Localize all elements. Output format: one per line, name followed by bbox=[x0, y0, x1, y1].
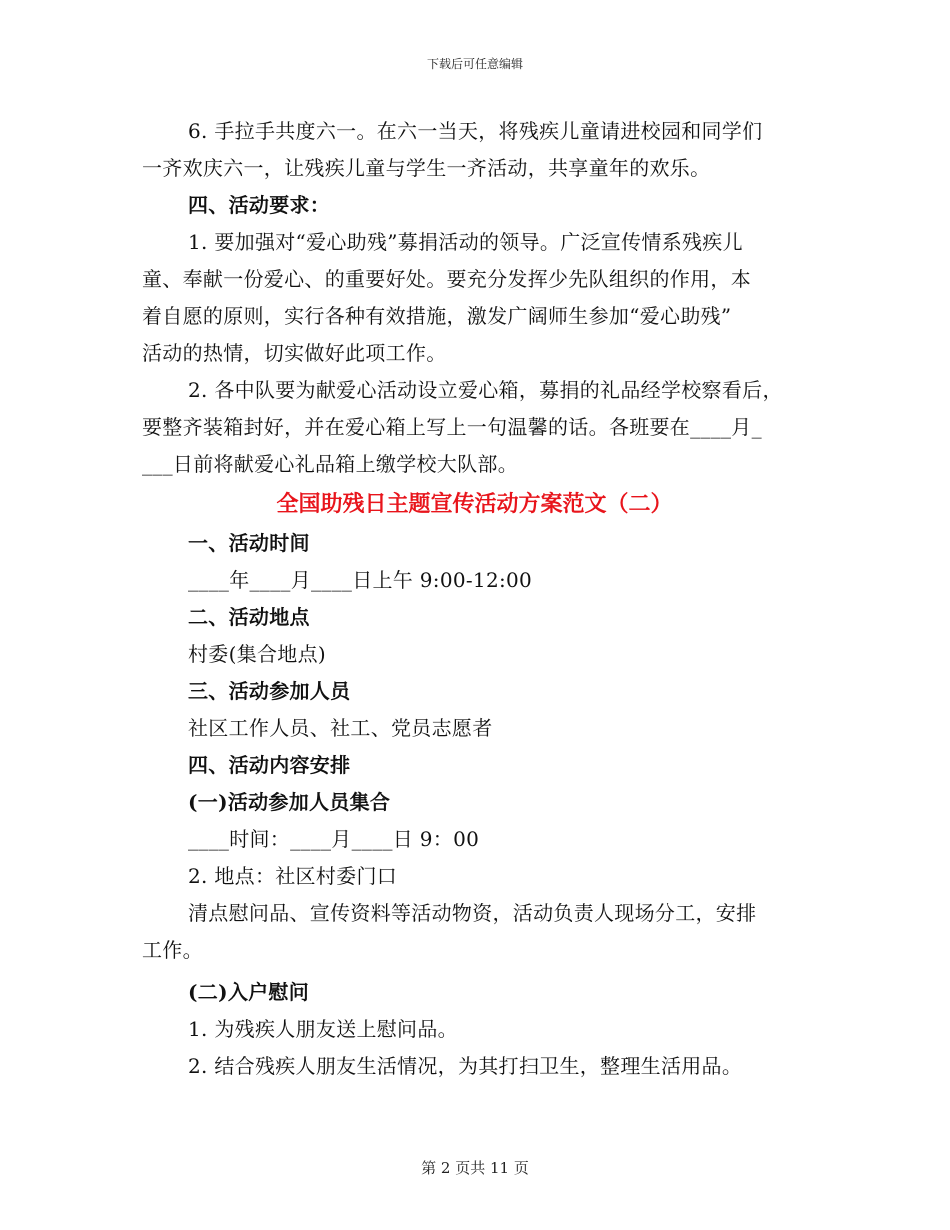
document-body bbox=[142, 113, 807, 1085]
paragraph-line: 活动的热情，切实做好此项工作。 bbox=[142, 341, 447, 365]
paragraph-line: ___日前将献爱心礼品箱上缴学校大队部。 bbox=[142, 452, 518, 476]
paragraph-line: 工作。 bbox=[142, 938, 203, 962]
paragraph-line: 一齐欢庆六一，让残疾儿童与学生一齐活动，共享童年的欢乐。 bbox=[142, 156, 711, 180]
section-heading-time: 一、活动时间 bbox=[188, 531, 310, 555]
assembly-time: ____时间：____月____日 9：00 bbox=[188, 827, 480, 851]
page-header: 下载后可任意编辑 bbox=[426, 57, 523, 71]
page-footer: 第 2 页共 11 页 bbox=[421, 1159, 529, 1177]
paragraph-line: 童、奉献一份爱心、的重要好处。要充分发挥少先队组织的作用，本 bbox=[142, 267, 751, 291]
paragraph-line: 清点慰问品、宣传资料等活动物资，活动负责人现场分工，安排 bbox=[188, 901, 757, 925]
paragraph-line: 2. 各中队要为献爱心活动设立爱心箱，募捐的礼品经学校察看后， bbox=[188, 378, 783, 402]
section-heading-participants: 三、活动参加人员 bbox=[188, 679, 351, 703]
list-item: 2. 结合残疾人朋友生活情况，为其打扫卫生，整理生活用品。 bbox=[188, 1054, 743, 1078]
paragraph-line: 要整齐装箱封好，并在爱心箱上写上一句温馨的话。各班要在____月_ bbox=[142, 415, 762, 439]
list-item: 1. 为残疾人朋友送上慰问品。 bbox=[188, 1017, 458, 1041]
section-heading-requirements: 四、活动要求： bbox=[188, 193, 331, 217]
subsection-heading-assembly: (一)活动参加人员集合 bbox=[188, 790, 391, 814]
section-text-participants: 社区工作人员、社工、党员志愿者 bbox=[188, 716, 493, 740]
section-text-place: 村委(集合地点) bbox=[188, 642, 327, 666]
paragraph-line: 1. 要加强对“爱心助残”募捐活动的领导。广泛宣传情系残疾儿 bbox=[188, 230, 743, 254]
section-heading-content: 四、活动内容安排 bbox=[188, 753, 351, 777]
paragraph-line: 6. 手拉手共度六一。在六一当天，将残疾儿童请进校园和同学们 bbox=[188, 119, 763, 143]
paragraph-line: 着自愿的原则，实行各种有效措施，激发广阔师生参加“爱心助残” bbox=[142, 304, 732, 328]
section-text-time: ____年____月____日上午 9:00-12:00 bbox=[188, 568, 533, 592]
section-heading-place: 二、活动地点 bbox=[188, 605, 310, 629]
subsection-heading-visit: (二)入户慰问 bbox=[188, 980, 310, 1004]
document-title: 全国助残日主题宣传活动方案范文（二） bbox=[276, 491, 673, 517]
assembly-place: 2. 地点：社区村委门口 bbox=[188, 864, 398, 888]
